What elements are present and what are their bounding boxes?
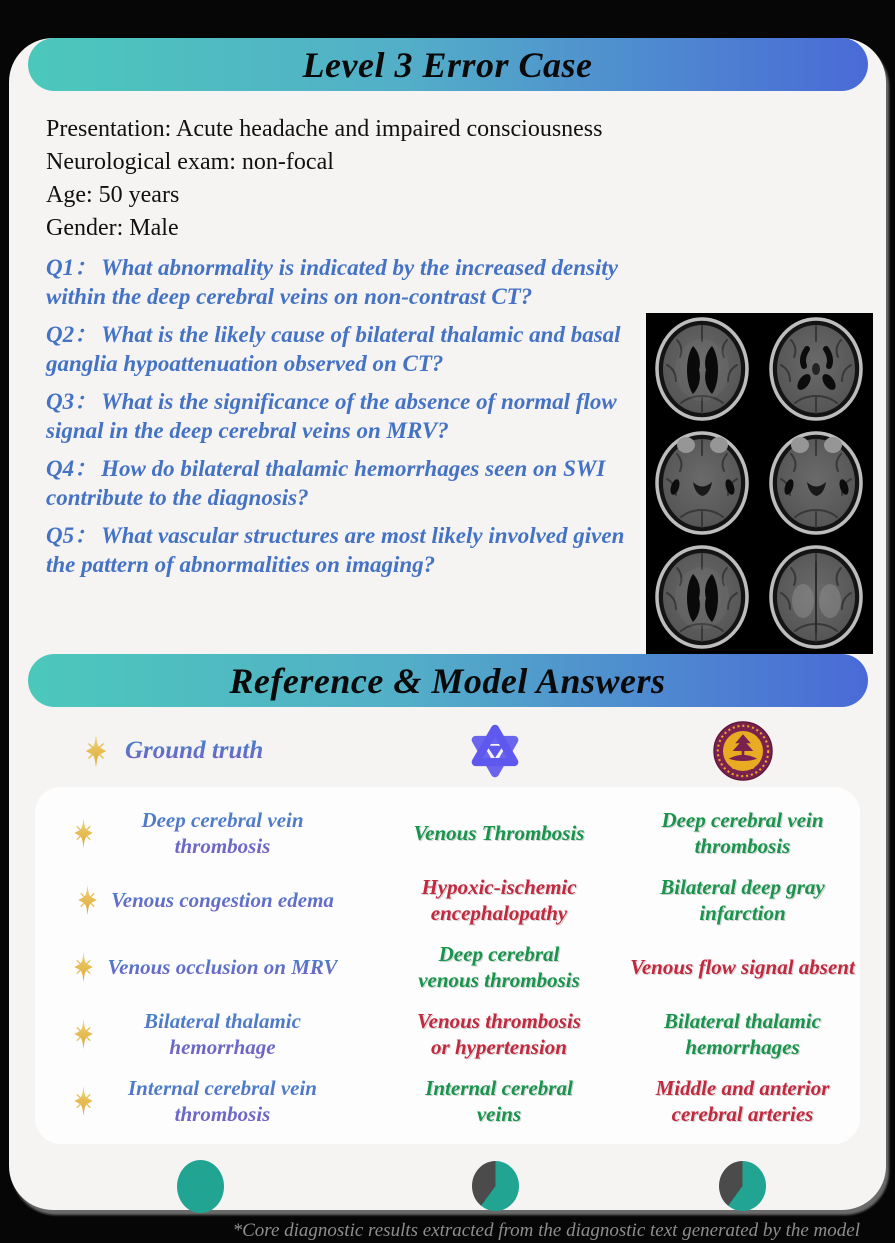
case-header-banner bbox=[28, 38, 868, 91]
ground-truth-answer: Internal cerebral vein thrombosis bbox=[107, 1075, 339, 1127]
questions-and-image bbox=[46, 253, 886, 654]
model-a-answer: Deep cerebral venous thrombosis bbox=[418, 941, 580, 992]
answers-header-banner bbox=[28, 654, 868, 707]
patient-gender: Gender: Male bbox=[46, 215, 179, 241]
answer-row bbox=[39, 1000, 856, 1067]
ground-truth-answer: Venous occlusion on MRV bbox=[107, 954, 338, 979]
question-4-text: How do bilateral thalamic hemorrhages seen on SWI contribute to the diagnosis? bbox=[46, 456, 606, 510]
ground-truth-answer: Venous congestion edema bbox=[111, 887, 334, 912]
mri-slice-6 bbox=[760, 541, 873, 654]
star-icon bbox=[70, 1084, 97, 1118]
question-4 bbox=[46, 454, 634, 512]
model-a-answer: Internal cerebral veins bbox=[425, 1075, 573, 1126]
model-b-answer: Venous flow signal absent bbox=[630, 954, 855, 979]
answers-column-headers bbox=[35, 717, 860, 785]
mri-slice-2 bbox=[760, 313, 873, 426]
star-icon bbox=[74, 883, 101, 917]
patient-age: Age: 50 years bbox=[46, 182, 180, 208]
questions-list bbox=[46, 253, 634, 654]
ground-truth-answer: Deep cerebral vein thrombosis bbox=[107, 807, 339, 859]
star-icon bbox=[70, 1017, 97, 1051]
qwen-logo-icon bbox=[467, 723, 523, 779]
star-icon bbox=[70, 950, 97, 984]
question-3-text: What is the significance of the absence of normal flow signal in the deep cerebral veins on MRV? bbox=[46, 389, 617, 443]
question-2-label: Q2： bbox=[46, 322, 98, 347]
case-header-title: Level 3 Error Case bbox=[302, 44, 593, 85]
model-b-answer: Deep cerebral vein thrombosis bbox=[661, 807, 824, 858]
star-icon bbox=[70, 816, 97, 850]
model-a-score-pie bbox=[472, 1161, 519, 1211]
question-1-label: Q1： bbox=[46, 255, 98, 280]
question-5 bbox=[46, 521, 634, 579]
model-b-header bbox=[625, 720, 860, 782]
model-a-answer: Hypoxic-ischemic encephalopathy bbox=[421, 874, 577, 925]
patient-presentation: Presentation: Acute headache and impaired consciousness bbox=[46, 116, 603, 142]
model-a-header bbox=[365, 723, 625, 779]
model-b-answer: Bilateral thalamic hemorrhages bbox=[664, 1008, 821, 1059]
answers-header-title: Reference & Model Answers bbox=[229, 660, 666, 701]
question-1 bbox=[46, 253, 634, 311]
model-b-answer: Middle and anterior cerebral arteries bbox=[655, 1075, 830, 1126]
question-4-label: Q4： bbox=[46, 456, 98, 481]
question-2 bbox=[46, 320, 634, 378]
model-a-answer: Venous thrombosis or hypertension bbox=[417, 1008, 581, 1059]
score-pies-row bbox=[35, 1158, 860, 1214]
question-3-label: Q3： bbox=[46, 389, 98, 414]
answer-row bbox=[39, 933, 856, 1000]
model-a-answer: Venous Thrombosis bbox=[413, 820, 585, 845]
question-2-text: What is the likely cause of bilateral thalamic and basal ganglia hypoattenuation observed on CT? bbox=[46, 322, 621, 376]
medical-seal-icon bbox=[712, 720, 774, 782]
answer-row bbox=[39, 799, 856, 866]
question-5-label: Q5： bbox=[46, 523, 98, 548]
mri-slice-3 bbox=[646, 427, 759, 540]
model-b-score-pie bbox=[719, 1161, 766, 1211]
answers-panel bbox=[35, 787, 860, 1144]
ground-truth-label: Ground truth bbox=[125, 737, 264, 764]
footnote: *Core diagnostic results extracted from the diagnostic text generated by the model bbox=[232, 1220, 860, 1241]
star-icon bbox=[81, 732, 111, 770]
answer-row bbox=[39, 866, 856, 933]
error-case-card bbox=[9, 38, 886, 1241]
question-1-text: What abnormality is indicated by the increased density within the deep cerebral veins on non-contrast CT? bbox=[46, 255, 618, 309]
mri-slice-1 bbox=[646, 313, 759, 426]
answer-row bbox=[39, 1067, 856, 1134]
patient-info bbox=[46, 113, 886, 245]
model-b-answer: Bilateral deep gray infarction bbox=[660, 874, 825, 925]
question-3 bbox=[46, 387, 634, 445]
brain-mri-panel bbox=[646, 313, 873, 654]
question-5-text: What vascular structures are most likely involved given the pattern of abnormalities on imaging? bbox=[46, 523, 625, 577]
patient-neuro-exam: Neurological exam: non-focal bbox=[46, 149, 334, 175]
mri-slice-4 bbox=[760, 427, 873, 540]
ground-truth-answer: Bilateral thalamic hemorrhage bbox=[107, 1008, 339, 1060]
ground-truth-score-pie bbox=[177, 1160, 224, 1213]
ground-truth-header bbox=[35, 732, 365, 770]
mri-slice-5 bbox=[646, 541, 759, 654]
